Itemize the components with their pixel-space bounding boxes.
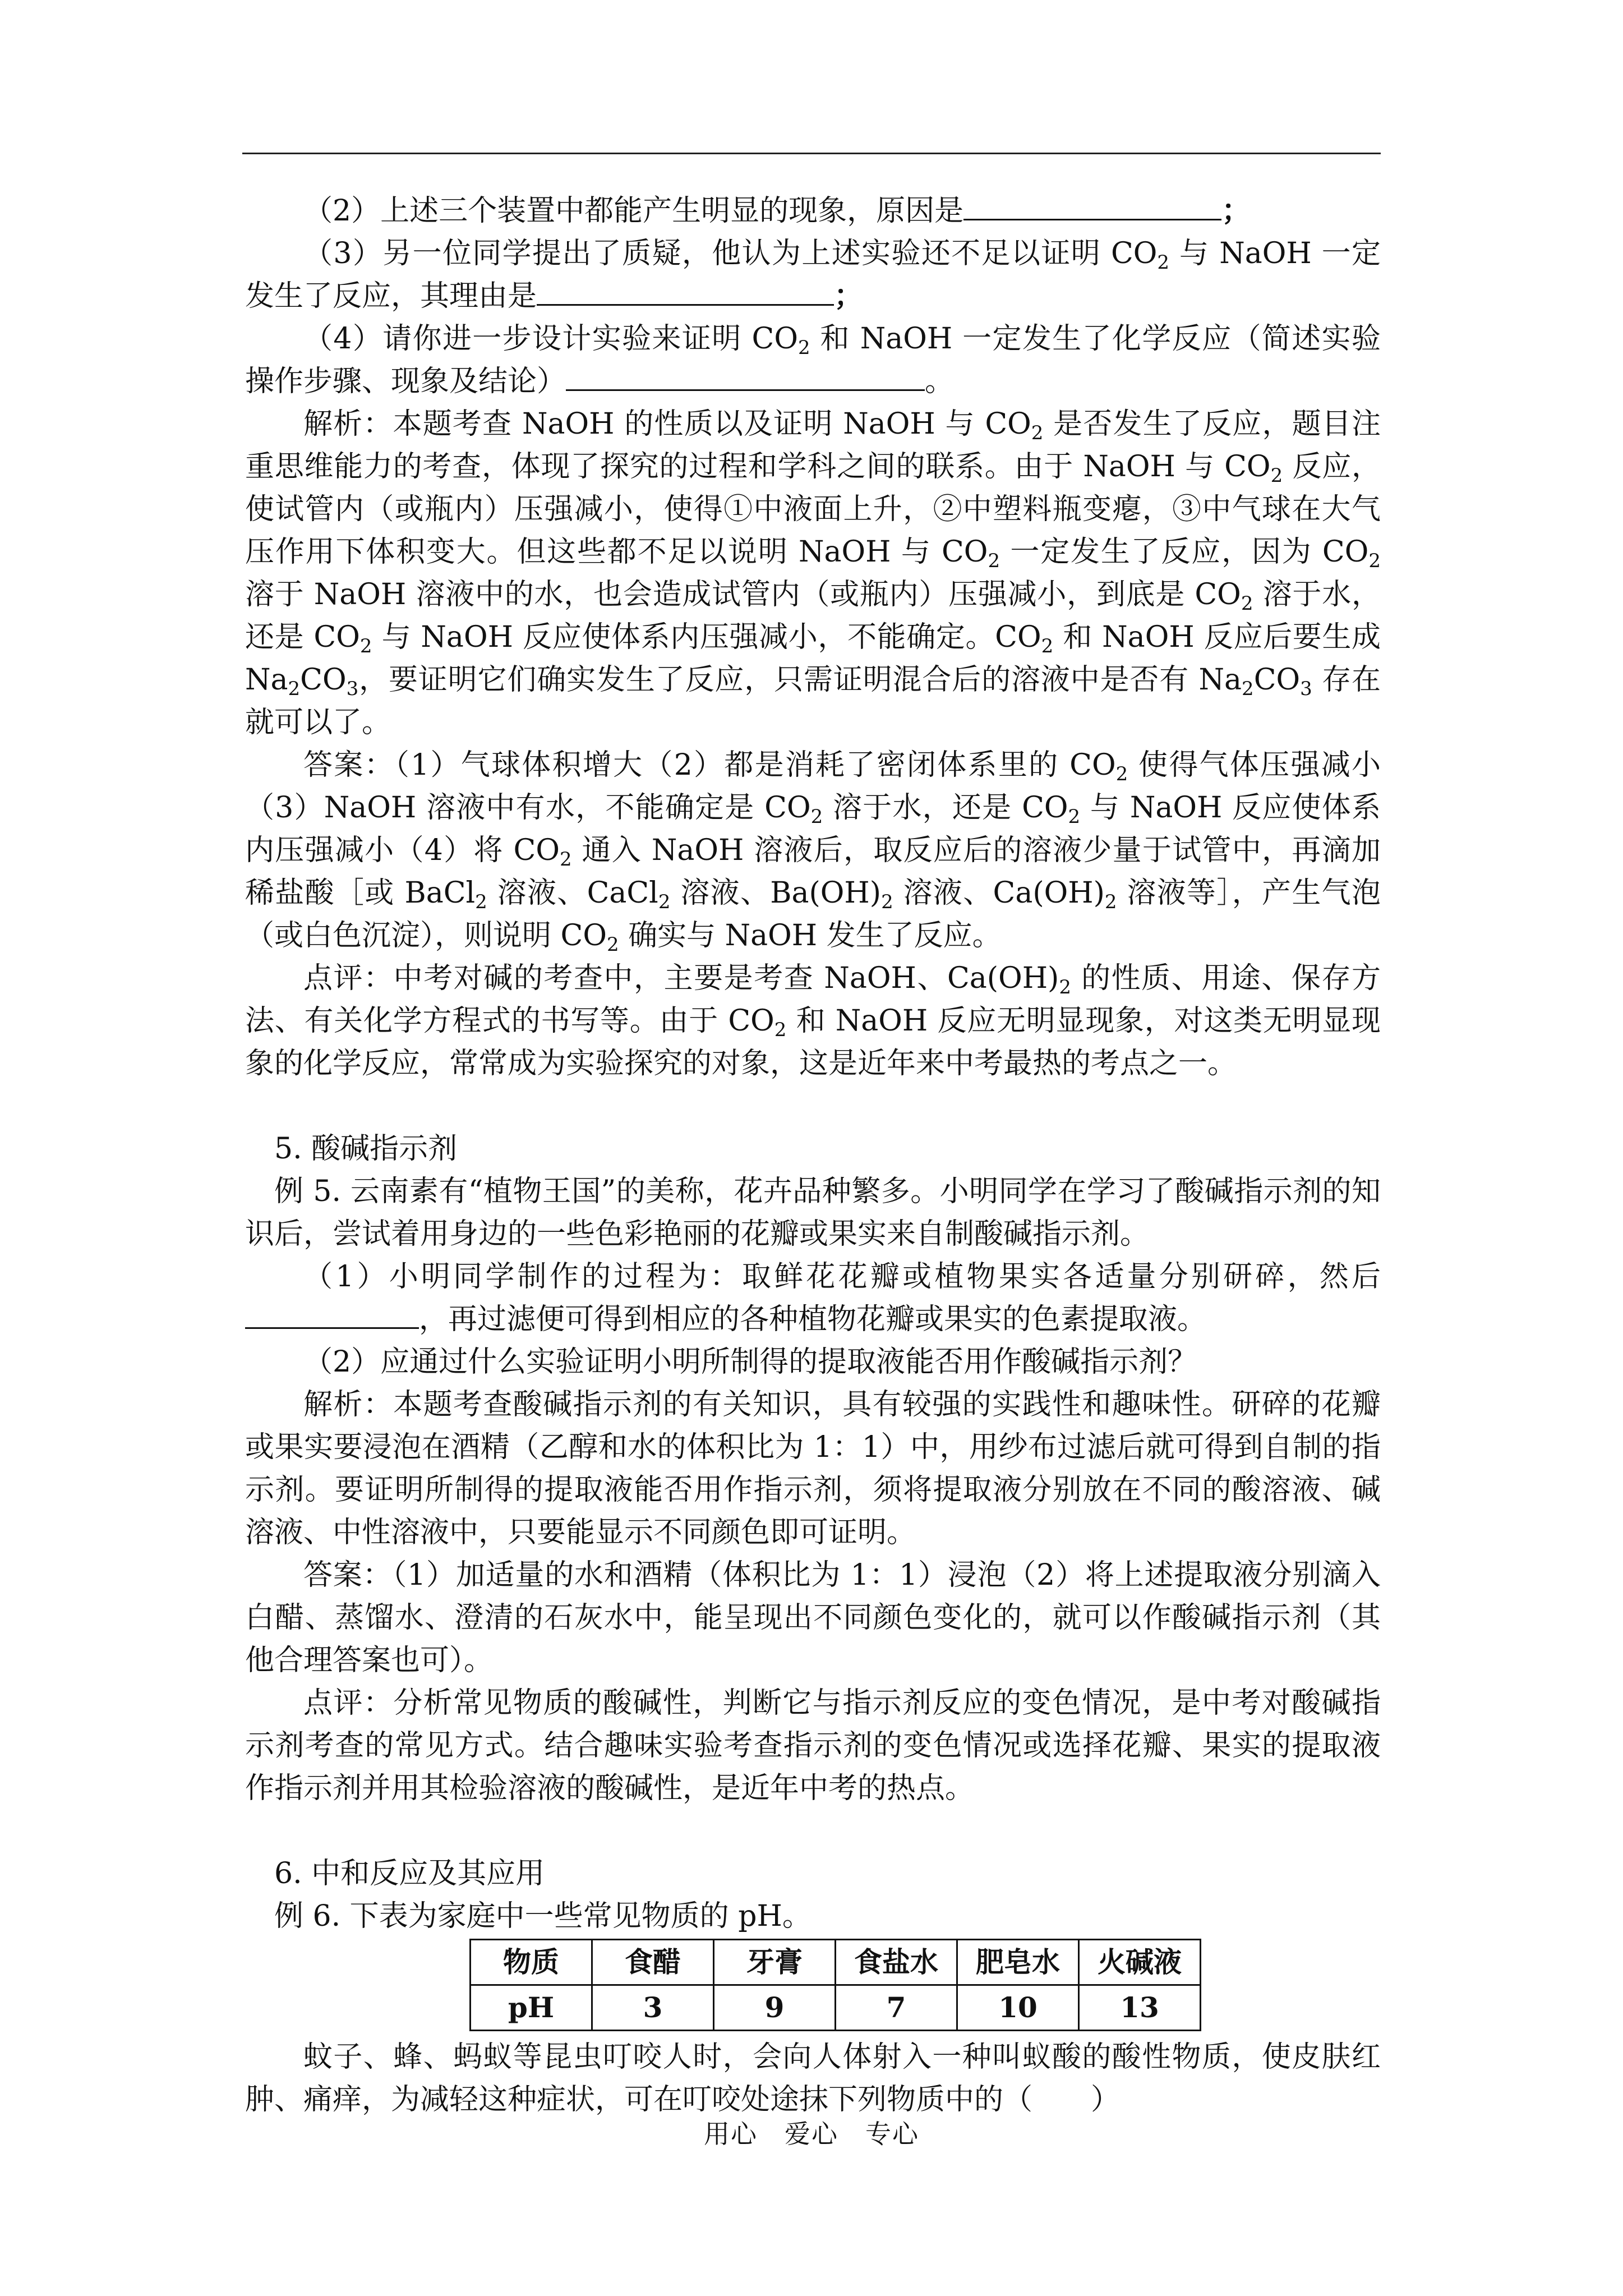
subscript: 2 [1270, 464, 1283, 487]
text-run: 溶液等］，产生气泡（或白色沉淀），则说明 CO [245, 876, 1381, 953]
subscript: 2 [658, 891, 671, 913]
text-run: 使得气体压强减小（3）NaOH 溶液中有水，不能确定是 CO [245, 748, 1381, 825]
text-run: 与 NaOH 反应使体系内压强减小，不能确定。CO [372, 620, 1041, 654]
subscript: 2 [1059, 976, 1071, 999]
comment-5: 点评：分析常见物质的酸碱性，判断它与指示剂反应的变色情况，是中考对酸碱指示剂考查的常见方式。结合趣味实验考查指示剂的变色情况或选择花瓣、果实的提取液作指示剂并用其检验溶液的酸碱性，是近年中考的热点。 [245, 1686, 1381, 1805]
q2-line: （2）上述三个装置中都能产生明显的现象，原因是 ； [245, 190, 1381, 232]
example-6-question: 蚊子、蜂、蚂蚁等昆虫叮咬人时，会向人体射入一种叫蚁酸的酸性物质，使皮肤红肿、痛痒，为减轻这种症状，可在叮咬处途抹下列物质中的（ ） [245, 2040, 1381, 2116]
ph-table [469, 1939, 1201, 2031]
subscript: 2 [1104, 891, 1117, 913]
answer-5: 答案：（1）加适量的水和酒精（体积比为 1：1）浸泡（2）将上述提取液分别滴入白醋、蒸馏水、澄清的石灰水中，能呈现出不同颜色变化的，就可以作酸碱指示剂（其他合理答案也可）。 [245, 1558, 1381, 1677]
answer-blank[interactable] [566, 360, 925, 391]
comment-4 [245, 957, 1381, 1085]
example-5-q2: （2）应通过什么实验证明小明所制得的提取液能否用作酸碱指示剂？ [303, 1345, 1197, 1379]
subscript: 2 [475, 891, 487, 913]
page-content [245, 190, 1381, 2121]
table-cell: pH [471, 1985, 592, 2031]
text-run: 通入 NaOH 溶液后，取反应后的溶液少量于试管中，再滴加稀盐酸［或 BaCl [245, 834, 1381, 910]
text-run: 是否发生了反应，题目注重思维能力的考查，体现了探究的过程和学科之间的联系。由于 NaOH 与 CO [245, 407, 1381, 484]
text-run: 答案：（1）气球体积增大（2）都是消耗了密闭体系里的 CO [303, 748, 1116, 782]
header-rule [242, 153, 1381, 154]
text-run: 溶于 NaOH 溶液中的水，也会造成试管内（或瓶内）压强减小，到底是 CO [245, 578, 1241, 611]
table-cell: 肥皂水 [957, 1940, 1079, 1985]
subscript: 2 [559, 848, 572, 871]
text-run: 溶液、Ca(OH) [893, 876, 1105, 910]
subscript: 2 [810, 806, 823, 828]
text-run: CO [300, 663, 347, 697]
text-run: 和 NaOH 反应无明显现象，对这类无明显现象的化学反应，常常成为实验探究的对象，这是近年来中考最热的考点之一。 [245, 1004, 1381, 1080]
subscript: 2 [881, 891, 893, 913]
text-run: 点评：中考对碱的考查中，主要是考查 NaOH、Ca(OH) [303, 961, 1059, 995]
table-row [471, 1985, 1201, 2031]
example-6: 例 6. 下表为家庭中一些常见物质的 pH。 [274, 1899, 811, 1933]
subscript: 2 [1068, 806, 1081, 828]
answer-blank[interactable] [245, 1298, 419, 1329]
example-5-q1: （1）小明同学制作的过程为：取鲜花花瓣或植物果实各适量分别研碎，然后，再过滤便可得到相应的各种植物花瓣或果实的色素提取液。 [245, 1255, 1381, 1341]
answer-blank[interactable] [963, 190, 1221, 220]
subscript: 2 [774, 1019, 787, 1041]
answer-4 [245, 744, 1381, 957]
text-run: 溶液、Ba(OH) [670, 876, 882, 910]
subscript: 2 [1115, 763, 1128, 785]
subscript: 2 [359, 635, 372, 657]
section-5-heading: 5. 酸碱指示剂 [274, 1132, 458, 1166]
text-run: 解析：本题考查 NaOH 的性质以及证明 NaOH 与 CO [303, 407, 1031, 441]
text-run: CO [1253, 663, 1301, 697]
page-footer: 用心 爱心 专心 [704, 2119, 919, 2149]
table-cell: 9 [714, 1985, 836, 2031]
example-5: 例 5. 云南素有“植物王国”的美称，花卉品种繁多。小明同学在学习了酸碱指示剂的知识后，尝试着用身边的一些色彩艳丽的花瓣或果实来自制酸碱指示剂。 [245, 1175, 1381, 1251]
table-cell: 物质 [471, 1940, 592, 1985]
table-cell: 3 [592, 1985, 714, 2031]
q4-line: （4）请你进一步设计实验来证明 $CO_2$ 和 NaOH 一定发生了化学反应（简述实验操作步骤、现象及结论） 。 [245, 322, 1381, 398]
text-run: 一定发生了反应，因为 CO [1000, 535, 1369, 569]
subscript: 3 [1300, 678, 1312, 700]
text-run: 反应，使试管内（或瓶内）压强减小，使得①中液面上升，②中塑料瓶变瘪，③中气球在大气压作用下体积变大。但这些都不足以说明 NaOH 与 CO [245, 450, 1381, 569]
text-run: 和 NaOH 反应后要生成 Na [245, 620, 1381, 697]
table-cell: 10 [957, 1985, 1079, 2031]
text-run: 确实与 NaOH 发生了反应。 [619, 919, 1002, 953]
analysis-4 [245, 403, 1381, 744]
table-cell: 7 [836, 1985, 957, 2031]
text-run: 的性质、用途、保存方法、有关化学方程式的书写等。由于 CO [245, 961, 1381, 1038]
subscript: 2 [1242, 678, 1254, 700]
table-cell: 13 [1079, 1985, 1201, 2031]
q3-line: （3）另一位同学提出了质疑，他认为上述实验还不足以证明 $CO_2$ 与 NaOH 一定发生了反应，其理由是 ； [245, 237, 1381, 313]
text-run: 溶于水，还是 CO [823, 791, 1068, 825]
subscript: 2 [1368, 550, 1381, 572]
table-cell: 食盐水 [836, 1940, 957, 1985]
subscript: 2 [1041, 635, 1054, 657]
text-run: 存在就可以了。 [245, 663, 1381, 739]
table-cell: 牙膏 [714, 1940, 836, 1985]
text-run: 溶液、CaCl [487, 876, 658, 910]
text-run: 溶于水，还是 CO [245, 578, 1381, 654]
table-cell: 食醋 [592, 1940, 714, 1985]
text-run: 与 NaOH 反应使体系内压强减小（4）将 CO [245, 791, 1381, 867]
analysis-5: 解析：本题考查酸碱指示剂的有关知识，具有较强的实践性和趣味性。研碎的花瓣或果实要浸泡在酒精（乙醇和水的体积比为 1：1）中，用纱布过滤后就可得到自制的指示剂。要证明所制得的提取液能否用作指示剂，须将提取液分别放在不同的酸溶液、碱溶液、中性溶液中，只要能显示不同颜色即可证明。 [245, 1388, 1381, 1549]
subscript: 2 [1241, 592, 1253, 615]
table-header-row [471, 1940, 1201, 1985]
subscript: 2 [988, 550, 1000, 572]
answer-blank[interactable] [537, 275, 834, 306]
subscript: 3 [346, 678, 359, 700]
subscript: 2 [1031, 422, 1044, 444]
text-run: ，要证明它们确实发生了反应，只需证明混合后的溶液中是否有 Na [358, 663, 1242, 697]
section-6-heading: 6. 中和反应及其应用 [274, 1857, 545, 1890]
table-cell: 火碱液 [1079, 1940, 1201, 1985]
subscript: 2 [288, 678, 301, 700]
subscript: 2 [606, 933, 619, 956]
